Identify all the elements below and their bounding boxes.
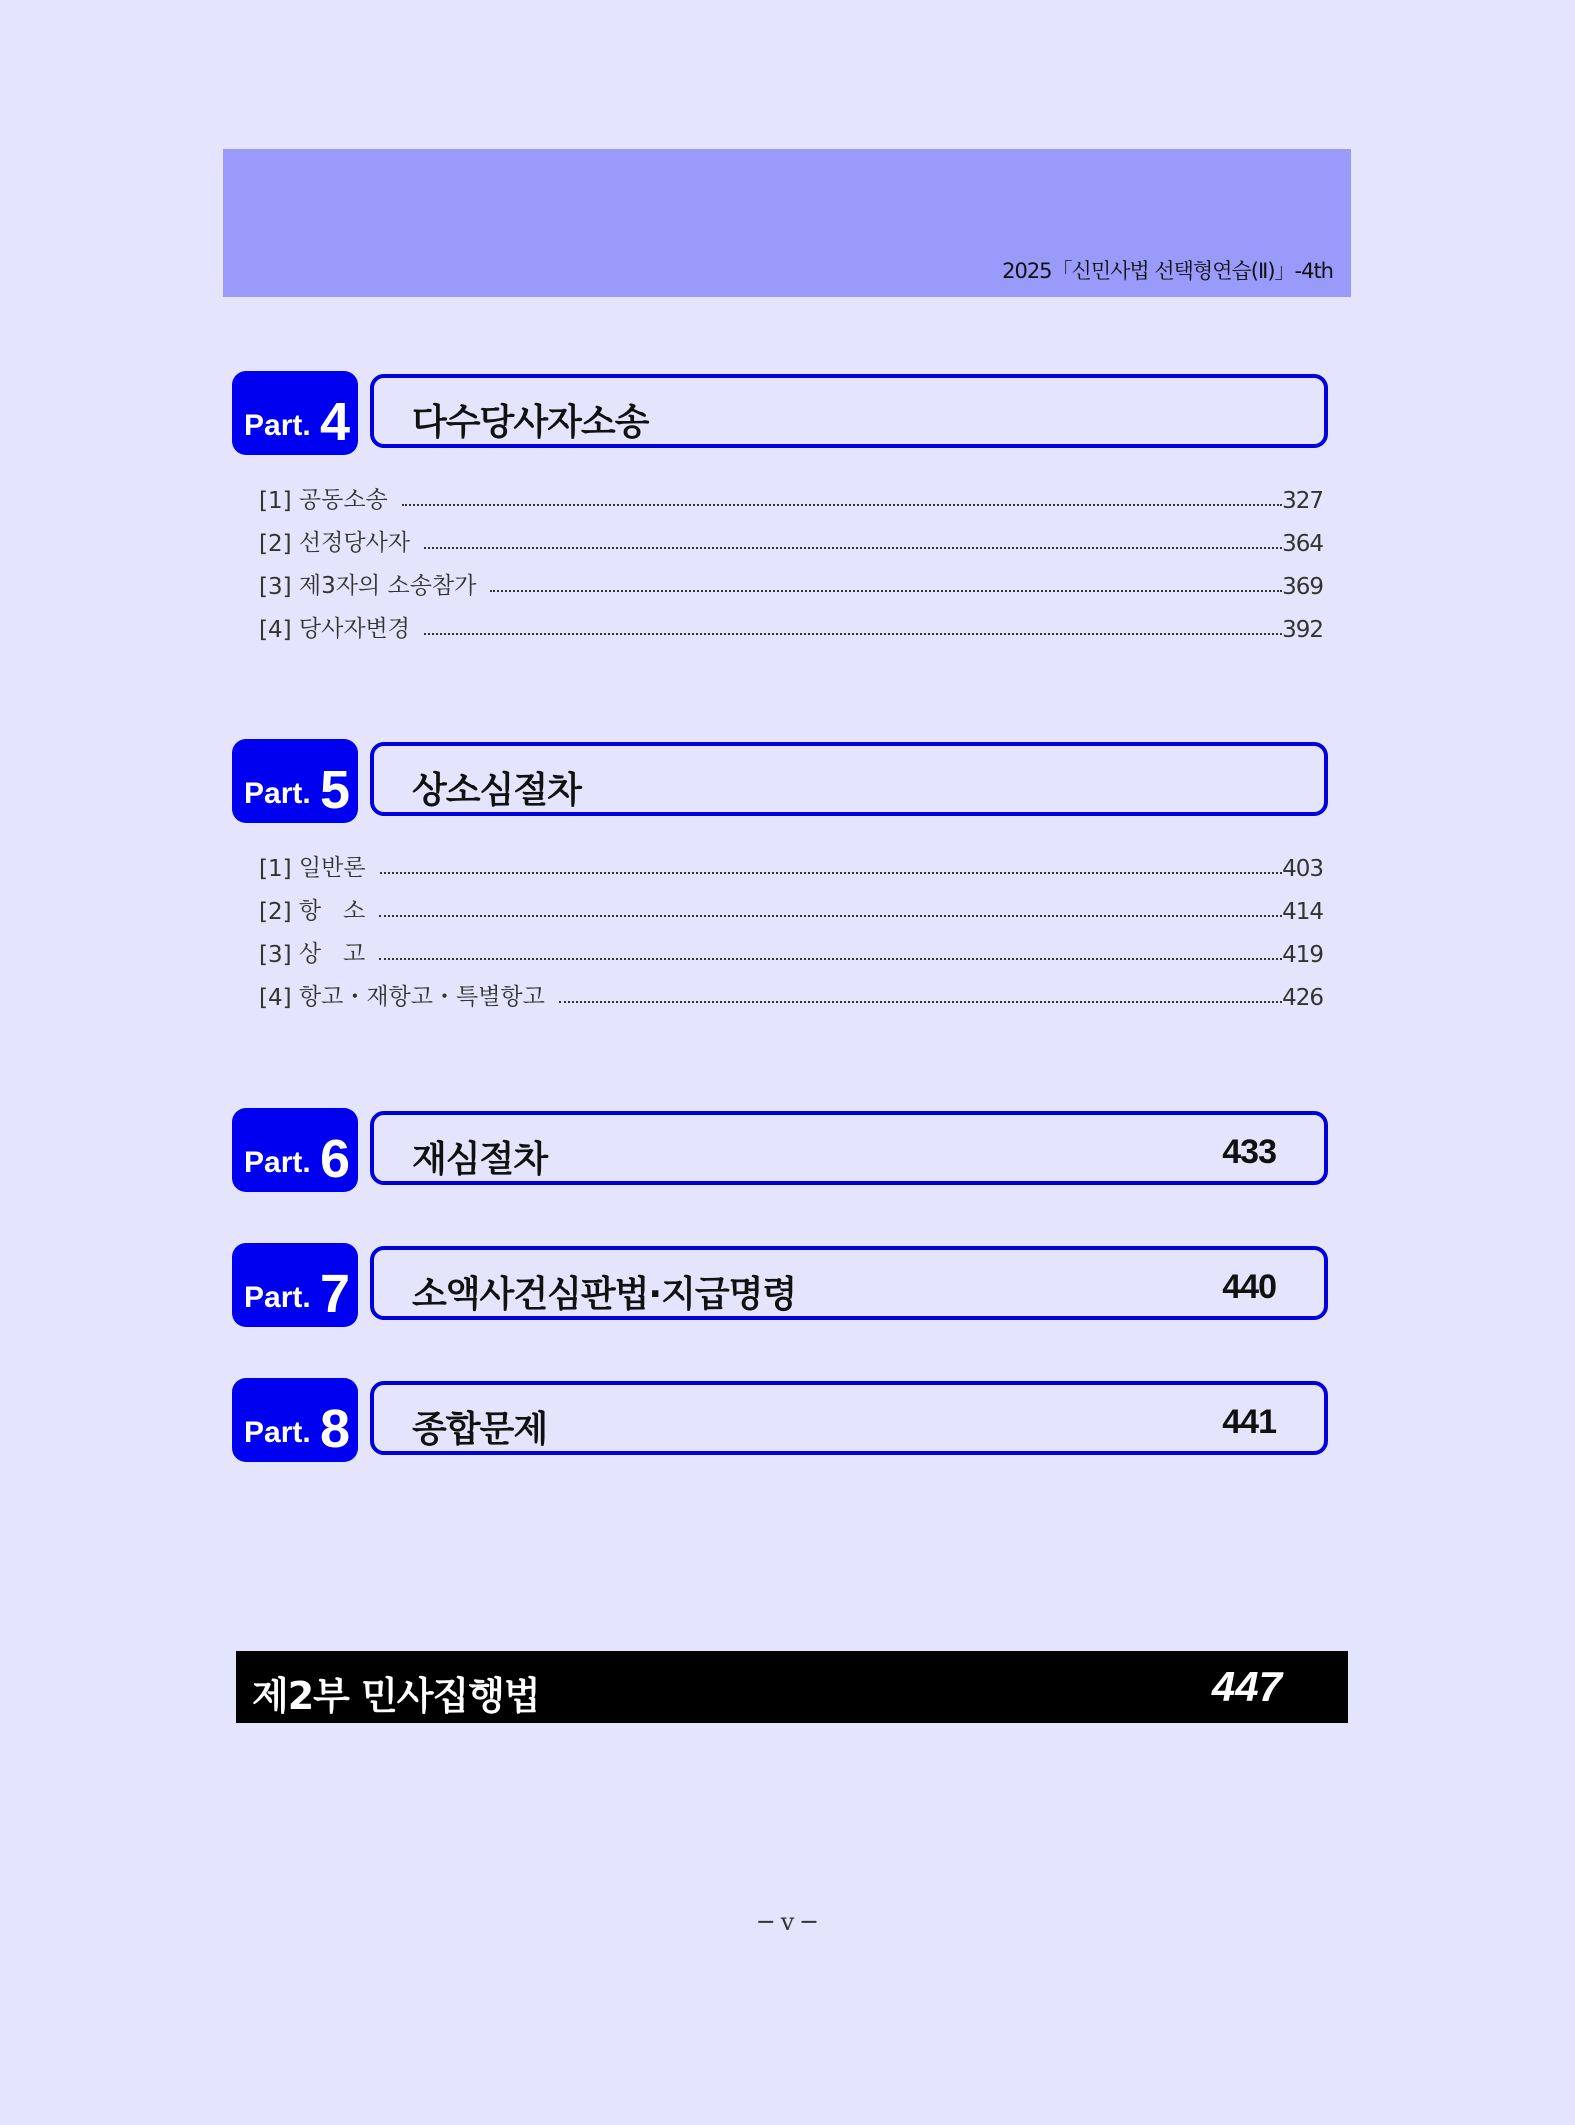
leader-dots	[380, 871, 1283, 874]
toc-number: [2]	[259, 899, 299, 925]
part-5-section	[232, 739, 1334, 1011]
toc-item[interactable]	[259, 882, 1323, 925]
toc-label: 일반론	[298, 855, 366, 881]
banner-page: 447	[1211, 1663, 1282, 1710]
toc-page: 369	[1282, 574, 1323, 600]
toc-item[interactable]	[259, 514, 1323, 557]
toc-item[interactable]	[259, 839, 1323, 882]
toc-number: [1]	[259, 488, 299, 514]
toc-page: 327	[1282, 488, 1323, 514]
part-title: 소액사건심판법·지급명령	[412, 1274, 797, 1315]
header-band	[223, 149, 1351, 297]
page-number-footer: ─ v ─	[758, 1908, 817, 1936]
part-title: 재심절차	[412, 1139, 548, 1180]
leader-dots	[559, 1000, 1282, 1003]
part-8-heading[interactable]	[232, 1378, 1334, 1462]
part-title: 종합문제	[412, 1409, 548, 1450]
part-4-section	[232, 371, 1334, 643]
part-word: Part.	[244, 1146, 311, 1179]
part-6-section	[232, 1108, 1334, 1192]
part-7-heading[interactable]	[232, 1243, 1334, 1327]
leader-dots	[402, 503, 1282, 506]
part-4-heading[interactable]	[232, 371, 1334, 455]
toc-label: 선정당사자	[298, 530, 410, 556]
part-6-heading[interactable]	[232, 1108, 1334, 1192]
toc-label: 항 소	[298, 898, 366, 924]
leader-dots	[379, 914, 1282, 917]
toc-page: 419	[1282, 942, 1323, 968]
toc-label: 당사자변경	[298, 616, 410, 642]
section-banner-part2[interactable]	[236, 1651, 1348, 1723]
part-title: 다수당사자소송	[412, 402, 649, 443]
leader-dots	[424, 632, 1282, 635]
part-badge	[232, 739, 358, 823]
toc-label: 상 고	[298, 941, 366, 967]
part-page: 433	[1222, 1133, 1276, 1171]
toc-item[interactable]	[259, 925, 1323, 968]
part-number: 6	[319, 1129, 350, 1189]
part-number: 8	[319, 1399, 350, 1459]
toc-item[interactable]	[259, 557, 1323, 600]
part-word: Part.	[244, 1416, 311, 1449]
part-badge	[232, 1243, 358, 1327]
part-title-box	[370, 1246, 1328, 1320]
part-badge	[232, 371, 358, 455]
toc-label: 제3자의 소송참가	[298, 573, 477, 599]
part-7-section	[232, 1243, 1334, 1327]
toc-page: 392	[1282, 617, 1323, 643]
part-word: Part.	[244, 1281, 311, 1314]
part-page: 440	[1222, 1268, 1276, 1306]
toc-page: 426	[1282, 985, 1323, 1011]
part-8-section	[232, 1378, 1334, 1462]
toc-item[interactable]	[259, 471, 1323, 514]
header-title: 2025「신민사법 선택형연습(Ⅱ)」-4th	[1002, 259, 1333, 283]
toc-item[interactable]	[259, 968, 1323, 1011]
part-number: 4	[319, 392, 350, 452]
leader-dots	[379, 957, 1282, 960]
toc-list	[259, 839, 1323, 1011]
part-page: 441	[1222, 1403, 1276, 1441]
toc-label: 항고・재항고・특별항고	[298, 984, 545, 1010]
part-number: 7	[319, 1264, 350, 1324]
part-badge	[232, 1378, 358, 1462]
part-number: 5	[319, 760, 350, 820]
part-title-box	[370, 742, 1328, 816]
part-title: 상소심절차	[412, 770, 581, 811]
leader-dots	[490, 589, 1282, 592]
toc-number: [1]	[259, 856, 299, 882]
part-title-box	[370, 1381, 1328, 1455]
part-title-box	[370, 1111, 1328, 1185]
part-word: Part.	[244, 409, 311, 442]
toc-number: [3]	[259, 942, 299, 968]
banner-title: 제2부 민사집행법	[252, 1674, 540, 1718]
toc-number: [4]	[259, 617, 299, 643]
toc-label: 공동소송	[298, 487, 388, 513]
toc-number: [4]	[259, 985, 299, 1011]
toc-item[interactable]	[259, 600, 1323, 643]
toc-page: 414	[1282, 899, 1323, 925]
toc-number: [2]	[259, 531, 299, 557]
leader-dots	[424, 546, 1282, 549]
part-title-box	[370, 374, 1328, 448]
part-5-heading[interactable]	[232, 739, 1334, 823]
toc-page: 364	[1282, 531, 1323, 557]
toc-page: 403	[1282, 856, 1323, 882]
part-word: Part.	[244, 777, 311, 810]
toc-list	[259, 471, 1323, 643]
toc-number: [3]	[259, 574, 299, 600]
part-badge	[232, 1108, 358, 1192]
